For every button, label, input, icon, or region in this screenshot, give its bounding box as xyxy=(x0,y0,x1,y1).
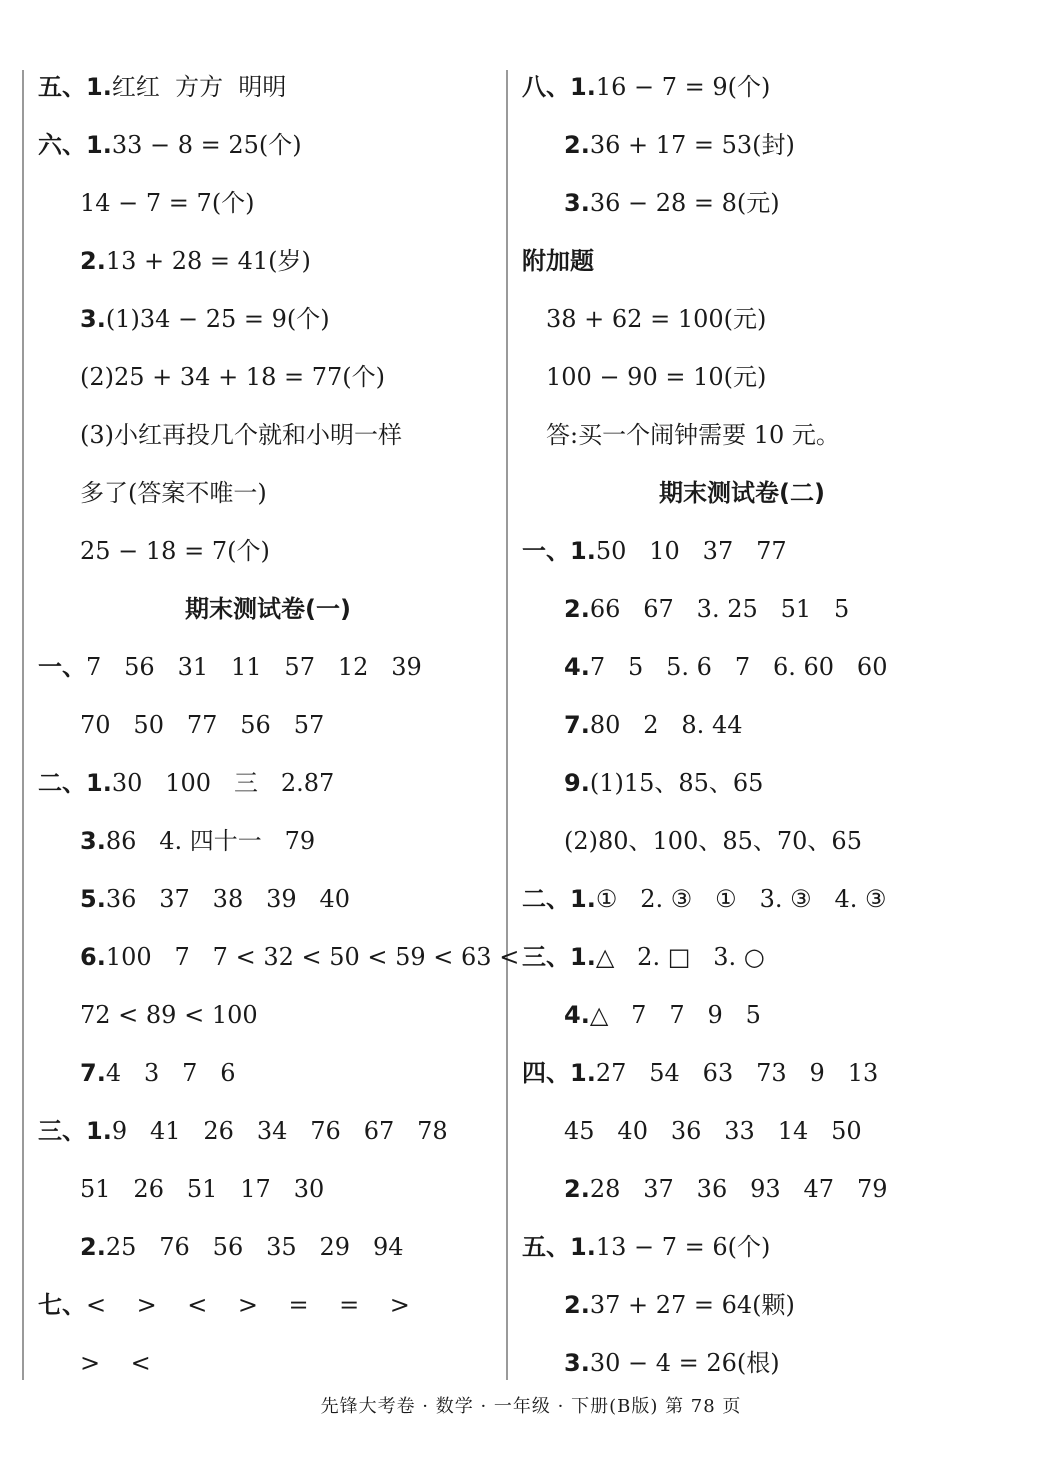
answer-line xyxy=(522,348,962,406)
answer-text: 36 − 28 = 8(元) xyxy=(589,189,780,217)
column-divider xyxy=(506,70,508,1380)
answer-line xyxy=(38,116,498,174)
question-number: 6. xyxy=(80,943,106,971)
question-number: 二、1. xyxy=(522,885,596,913)
answer-line xyxy=(38,812,498,870)
answer-text: △ 7 7 9 5 xyxy=(589,1001,761,1029)
answer-text: 66 67 3. 25 51 5 xyxy=(589,595,850,623)
answer-line xyxy=(38,290,498,348)
question-number: 7. xyxy=(80,1059,106,1087)
question-number: 4. xyxy=(564,1001,590,1029)
answer-text: 45 40 36 33 14 50 xyxy=(564,1117,862,1145)
answer-text: 100 7 7 < 32 < 50 < 59 < 63 < xyxy=(105,943,520,971)
answer-text: 7 5 5. 6 7 6. 60 60 xyxy=(589,653,888,681)
answer-text: 7 56 31 11 57 12 39 xyxy=(86,653,422,681)
question-number: 六、1. xyxy=(38,131,112,159)
answer-text: 100 − 90 = 10(元) xyxy=(546,363,767,391)
answer-line xyxy=(38,406,498,464)
question-number: 2. xyxy=(564,1175,590,1203)
question-number: 3. xyxy=(80,827,106,855)
answer-line xyxy=(38,1334,498,1392)
answer-text: (1)15、85、65 xyxy=(589,769,764,797)
answer-text: 16 − 7 = 9(个) xyxy=(595,73,771,101)
left-answer-column xyxy=(38,58,520,1392)
question-number: 7. xyxy=(564,711,590,739)
answer-line xyxy=(522,1218,962,1276)
answer-text: 13 − 7 = 6(个) xyxy=(595,1233,771,1261)
question-number: 二、1. xyxy=(38,769,112,797)
answer-line xyxy=(38,754,498,812)
answer-line xyxy=(522,986,962,1044)
answer-text: 答:买一个闹钟需要 10 元。 xyxy=(546,421,840,449)
answer-line xyxy=(522,522,962,580)
answer-line xyxy=(522,1160,962,1218)
answer-text: 72 < 89 < 100 xyxy=(80,1001,258,1029)
section-heading: 期末测试卷(一) xyxy=(185,595,351,623)
question-number: 一、1. xyxy=(522,537,596,565)
right-answer-column xyxy=(522,58,962,1392)
answer-text: 9 41 26 34 76 67 78 xyxy=(111,1117,448,1145)
answer-text: 13 + 28 = 41(岁) xyxy=(105,247,311,275)
answer-text: 30 − 4 = 26(根) xyxy=(589,1349,780,1377)
answer-text: 80 2 8. 44 xyxy=(589,711,743,739)
answer-line xyxy=(522,696,962,754)
answer-line xyxy=(522,1102,962,1160)
answer-line xyxy=(522,1044,962,1102)
answer-line xyxy=(38,638,498,696)
question-number: 七、 xyxy=(38,1291,86,1319)
section-heading: 期末测试卷(二) xyxy=(659,479,825,507)
answer-line xyxy=(38,986,498,1044)
answer-line xyxy=(522,754,962,812)
answer-text: > < xyxy=(80,1349,151,1377)
answer-line xyxy=(38,348,498,406)
answer-text: < > < > = = > xyxy=(86,1291,410,1319)
question-number: 2. xyxy=(564,1291,590,1319)
page-footer: 先锋大考卷 · 数学 · 一年级 · 下册(B版) 第 78 页 xyxy=(320,1396,742,1417)
answer-line xyxy=(522,638,962,696)
question-number: 一、 xyxy=(38,653,86,681)
answer-line xyxy=(38,1218,498,1276)
question-number: 八、1. xyxy=(522,73,596,101)
answer-text: 50 10 37 77 xyxy=(595,537,787,565)
question-number: 9. xyxy=(564,769,590,797)
answer-text: 红红 方方 明明 xyxy=(111,73,287,101)
answer-line xyxy=(38,232,498,290)
answer-line xyxy=(522,116,962,174)
question-number: 五、1. xyxy=(522,1233,596,1261)
answer-line xyxy=(522,406,962,464)
question-number: 3. xyxy=(564,1349,590,1377)
answer-text: (3)小红再投几个就和小明一样 xyxy=(80,421,402,449)
answer-text: 28 37 36 93 47 79 xyxy=(589,1175,888,1203)
answer-line xyxy=(38,58,498,116)
answer-text: 70 50 77 56 57 xyxy=(80,711,325,739)
question-number: 五、1. xyxy=(38,73,112,101)
answer-text: 37 + 27 = 64(颗) xyxy=(589,1291,795,1319)
answer-text: (2)80、100、85、70、65 xyxy=(564,827,862,855)
answer-line xyxy=(38,1044,498,1102)
answer-text: 36 + 17 = 53(封) xyxy=(589,131,795,159)
question-number: 3. xyxy=(564,189,590,217)
question-number: 2. xyxy=(564,131,590,159)
answer-line xyxy=(38,522,498,580)
answer-line xyxy=(522,580,962,638)
answer-line xyxy=(522,174,962,232)
section-label: 附加题 xyxy=(522,247,594,275)
answer-text: 86 4. 四十一 79 xyxy=(105,827,316,855)
answer-text: 4 3 7 6 xyxy=(105,1059,236,1087)
answer-line xyxy=(38,1160,498,1218)
answer-text: 30 100 三 2.87 xyxy=(111,769,335,797)
answer-line xyxy=(522,58,962,116)
question-number: 三、1. xyxy=(522,943,596,971)
answer-line xyxy=(522,290,962,348)
left-margin-rule xyxy=(22,70,24,1380)
question-number: 5. xyxy=(80,885,106,913)
answer-text: 25 76 56 35 29 94 xyxy=(105,1233,404,1261)
question-number: 三、1. xyxy=(38,1117,112,1145)
answer-text: △ 2. □ 3. ○ xyxy=(595,943,765,971)
answer-text: 14 − 7 = 7(个) xyxy=(80,189,255,217)
answer-text: 25 − 18 = 7(个) xyxy=(80,537,270,565)
answer-line xyxy=(522,870,962,928)
question-number: 2. xyxy=(80,247,106,275)
answer-text: 36 37 38 39 40 xyxy=(105,885,351,913)
answer-text: 33 − 8 = 25(个) xyxy=(111,131,302,159)
answer-text: 多了(答案不唯一) xyxy=(80,479,267,507)
question-number: 四、1. xyxy=(522,1059,596,1087)
answer-line xyxy=(522,928,962,986)
answer-line xyxy=(38,1102,498,1160)
question-number: 2. xyxy=(80,1233,106,1261)
answer-line xyxy=(38,928,520,986)
answer-line xyxy=(522,1276,962,1334)
answer-text: 38 + 62 = 100(元) xyxy=(546,305,767,333)
answer-line xyxy=(38,870,498,928)
question-number: 2. xyxy=(564,595,590,623)
answer-line xyxy=(38,174,498,232)
answer-text: 27 54 63 73 9 13 xyxy=(595,1059,879,1087)
answer-line xyxy=(38,464,498,522)
question-number: 3. xyxy=(80,305,106,333)
answer-line xyxy=(522,1334,962,1392)
answer-text: ① 2. ③ ① 3. ③ 4. ③ xyxy=(595,885,887,913)
answer-line xyxy=(38,1276,498,1334)
question-number: 4. xyxy=(564,653,590,681)
answer-text: 51 26 51 17 30 xyxy=(80,1175,325,1203)
answer-text: (2)25 + 34 + 18 = 77(个) xyxy=(80,363,385,391)
answer-line xyxy=(38,696,498,754)
answer-line xyxy=(522,812,962,870)
answer-text: (1)34 − 25 = 9(个) xyxy=(105,305,330,333)
